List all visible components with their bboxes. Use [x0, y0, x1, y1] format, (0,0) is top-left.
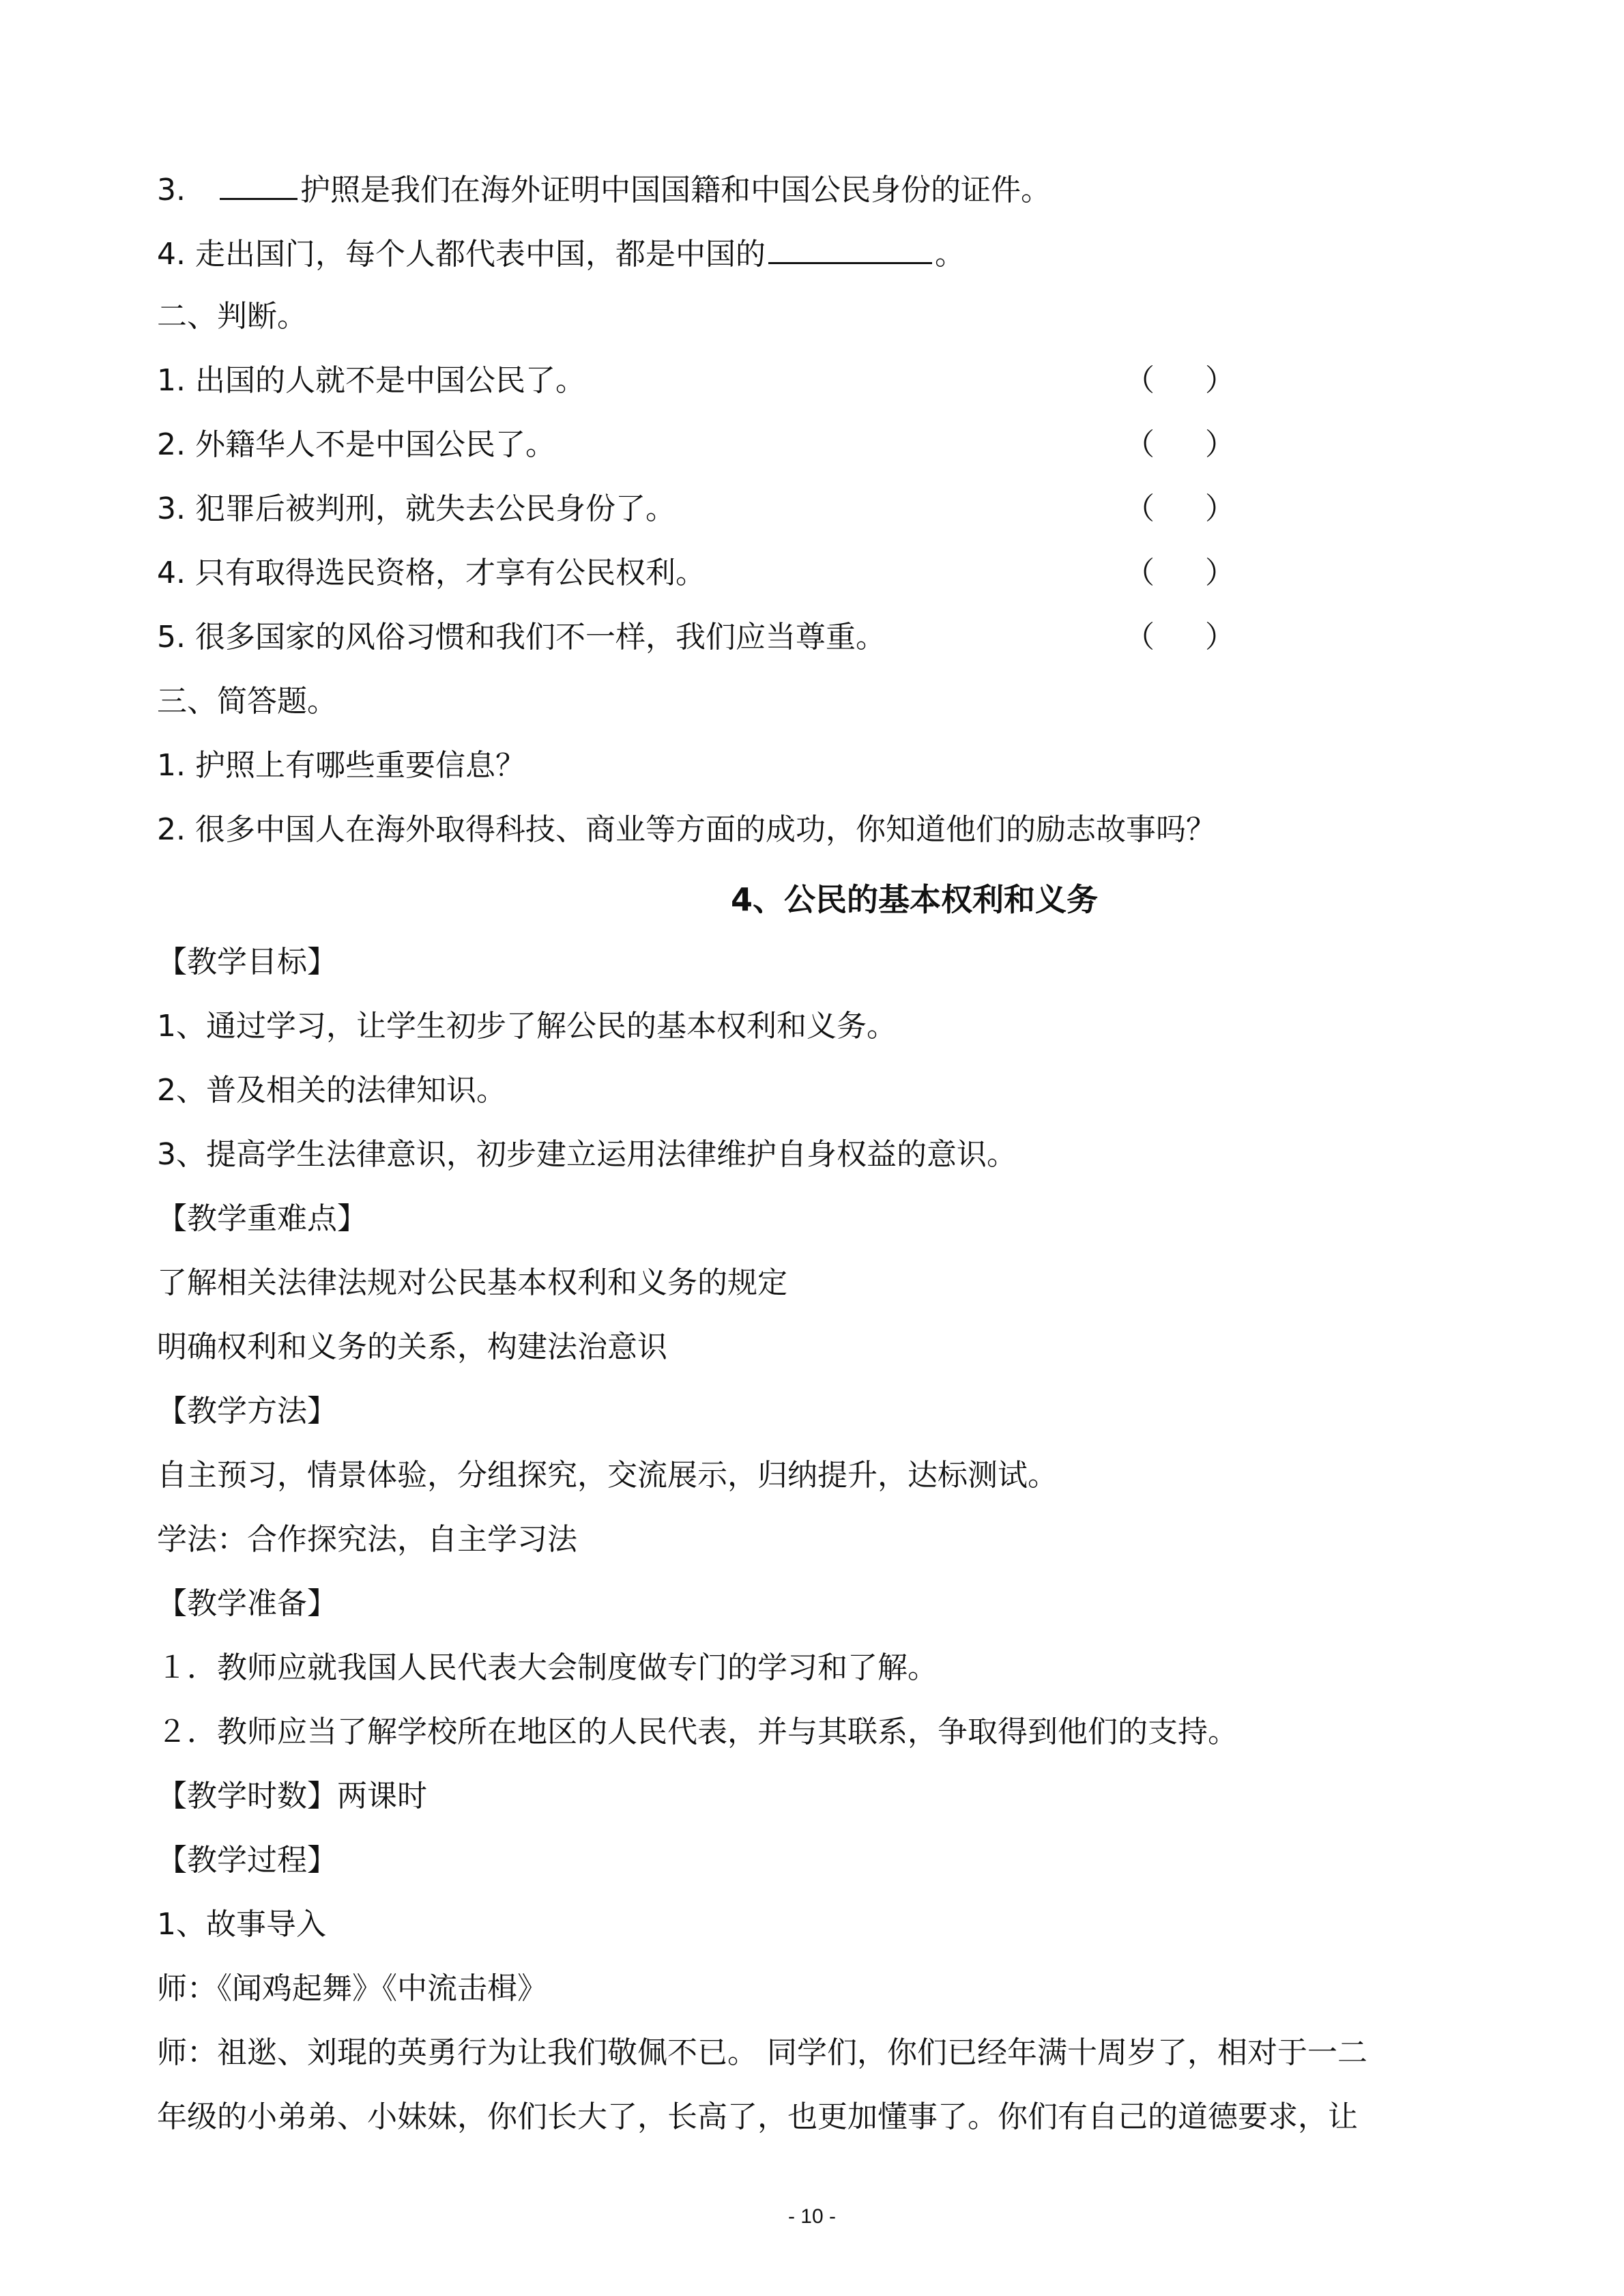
teaching-hours: 【教学时数】两课时: [157, 1779, 427, 1813]
process-item: 年级的小弟弟、小妹妹，你们长大了，长高了，也更加懂事了。你们有自己的道德要求，让: [157, 2099, 1358, 2134]
method-item: 学法：合作探究法，自主学习法: [157, 1522, 577, 1557]
lesson-title: 4、公民的基本权利和义务: [730, 881, 1098, 918]
goal-item: 2、普及相关的法律知识。: [157, 1073, 506, 1108]
fill-question-4-end: 。: [934, 237, 965, 272]
key-points-heading: 【教学重难点】: [157, 1201, 367, 1236]
judge-item: 2. 外籍华人不是中国公民了。: [157, 427, 555, 462]
answer-parentheses: （ ）: [1125, 620, 1256, 655]
process-heading: 【教学过程】: [157, 1843, 337, 1878]
answer-parentheses: （ ）: [1125, 363, 1256, 398]
preparation-item: １．教师应就我国人民代表大会制度做专门的学习和了解。: [157, 1650, 938, 1685]
key-point-item: 了解相关法律法规对公民基本权利和义务的规定: [157, 1265, 787, 1300]
goals-heading: 【教学目标】: [157, 945, 337, 979]
process-item: 师：《闻鸡起舞》《中流击楫》: [157, 1971, 547, 2006]
answer-parentheses: （ ）: [1125, 427, 1256, 462]
fill-question-3-text: 护照是我们在海外证明中国国籍和中国公民身份的证件。: [300, 173, 1051, 207]
section-heading-short-answer: 三、简答题。: [157, 684, 337, 719]
fill-question-4: [157, 232, 965, 275]
method-item: 自主预习，情景体验，分组探究，交流展示，归纳提升，达标测试。: [157, 1458, 1058, 1493]
key-point-item: 明确权利和义务的关系，构建法治意识: [157, 1330, 667, 1364]
judge-item: 3. 犯罪后被判刑，就失去公民身份了。: [157, 491, 676, 526]
fill-question-3-number: 3.: [157, 173, 186, 207]
answer-parentheses: （ ）: [1125, 491, 1256, 526]
preparation-heading: 【教学准备】: [157, 1586, 337, 1621]
short-answer-item: 1. 护照上有哪些重要信息？: [157, 748, 525, 783]
answer-parentheses: （ ）: [1125, 556, 1256, 590]
process-item: 1、故事导入: [157, 1907, 326, 1942]
page-number: - 10 -: [787, 2205, 837, 2228]
answer-blank: [220, 168, 298, 200]
answer-blank: [768, 232, 932, 264]
process-item: 师：祖逖、刘琨的英勇行为让我们敬佩不已。 同学们，你们已经年满十周岁了，相对于一二: [157, 2035, 1367, 2070]
goal-item: 1、通过学习，让学生初步了解公民的基本权利和义务。: [157, 1009, 897, 1044]
section-heading-judge: 二、判断。: [157, 299, 307, 334]
fill-question-3: [157, 168, 1051, 211]
fill-question-4-text: 4. 走出国门，每个人都代表中国，都是中国的: [157, 237, 766, 272]
judge-item: 5. 很多国家的风俗习惯和我们不一样，我们应当尊重。: [157, 620, 886, 655]
methods-heading: 【教学方法】: [157, 1394, 337, 1429]
goal-item: 3、提高学生法律意识，初步建立运用法律维护自身权益的意识。: [157, 1137, 1017, 1172]
short-answer-item: 2. 很多中国人在海外取得科技、商业等方面的成功，你知道他们的励志故事吗？: [157, 812, 1216, 847]
preparation-item: ２．教师应当了解学校所在地区的人民代表，并与其联系，争取得到他们的支持。: [157, 1714, 1238, 1749]
judge-item: 4. 只有取得选民资格，才享有公民权利。: [157, 556, 706, 590]
judge-item: 1. 出国的人就不是中国公民了。: [157, 363, 585, 398]
